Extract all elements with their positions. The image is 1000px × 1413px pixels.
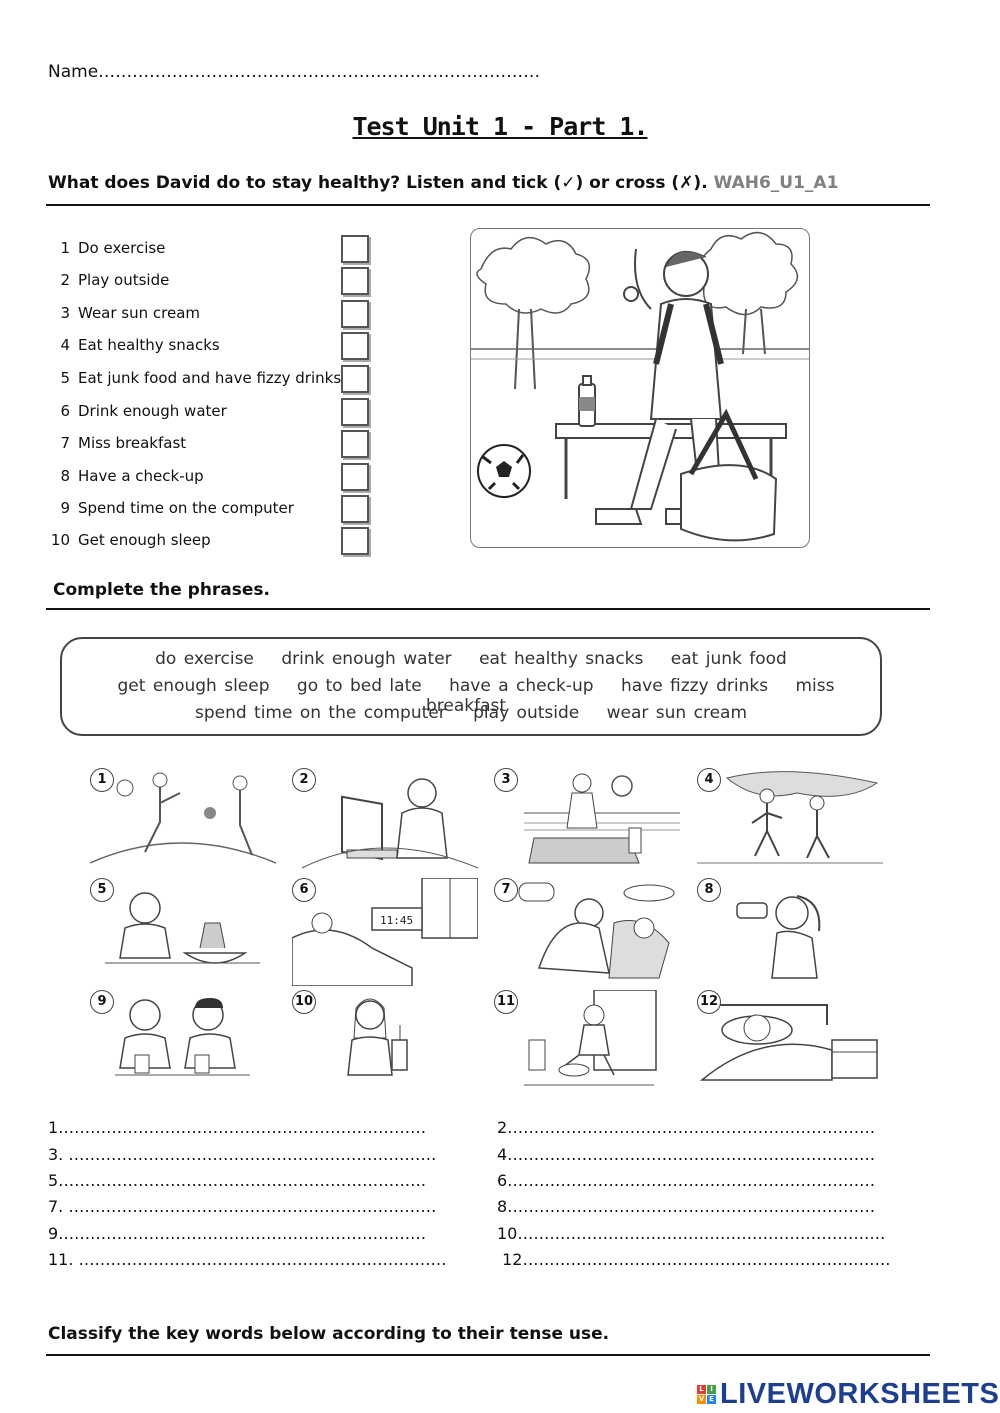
item-text: Eat junk food and have fizzy drinks [78,369,342,387]
answer-line-1[interactable]: 1…………………………………………………………… [48,1118,427,1137]
answer-line-11[interactable]: 11. …………………………………………………………… [48,1250,447,1269]
clock-text: 11:45 [380,914,414,927]
picture-1 [90,768,276,876]
word-bank-phrase: wear sun cream [606,703,748,723]
answer-line-10[interactable]: 10…………………………………………………………… [497,1224,886,1243]
answer-line-8[interactable]: 8…………………………………………………………… [497,1197,876,1216]
picture-number: 10 [292,990,316,1014]
list-item [48,271,169,289]
answer-line-5[interactable]: 5…………………………………………………………… [48,1171,427,1190]
picture-10 [292,990,478,1098]
david-illustration [470,228,810,548]
logo-text: LIVEWORKSHEETS [720,1378,1000,1410]
word-bank-phrase: have a check-up [449,676,594,696]
picture-number: 11 [494,990,518,1014]
picture-4 [697,768,883,876]
picture-12 [697,990,883,1098]
picture-5 [90,878,276,986]
tick-box-8[interactable] [341,463,369,491]
picture-number: 9 [90,990,114,1014]
picture-11 [494,990,680,1098]
section1-divider [46,204,930,206]
tick-box-10[interactable] [341,527,369,555]
answer-line-4[interactable]: 4…………………………………………………………… [497,1145,876,1164]
word-bank-phrase: spend time on the computer [194,703,446,723]
tick-box-7[interactable] [341,430,369,458]
item-number: 1 [60,239,70,257]
item-number: 4 [60,336,70,354]
page-title: Test Unit 1 - Part 1. [352,112,648,141]
word-bank-phrase: do exercise [155,649,254,669]
tick-box-6[interactable] [341,398,369,426]
item-text: Spend time on the computer [78,499,294,517]
name-line: Name…………………………………………………………………… [48,62,541,82]
picture-number: 3 [494,768,518,792]
word-bank-phrase: miss breakfast [425,676,835,716]
picture-3 [494,768,680,876]
word-bank-phrase: get enough sleep [117,676,270,696]
item-number: 3 [60,304,70,322]
picture-number: 4 [697,768,721,792]
section3-instruction: Classify the key words below according to their tense use. [48,1324,610,1344]
tick-box-1[interactable] [341,235,369,263]
item-text: Drink enough water [78,402,227,420]
picture-6 [292,878,478,986]
picture-number: 8 [697,878,721,902]
item-number: 8 [60,467,70,485]
word-bank [60,637,882,736]
word-bank-phrase: play outside [473,703,580,723]
logo-mark-letter: V [698,1395,705,1403]
section3-divider [46,1354,930,1356]
answer-line-2[interactable]: 2…………………………………………………………… [497,1118,876,1137]
word-bank-phrase: eat junk food [670,649,787,669]
item-number: 2 [60,271,70,289]
list-item [48,402,227,420]
tick-box-9[interactable] [341,495,369,523]
item-text: Play outside [78,271,170,289]
word-bank-row [62,649,880,669]
picture-8 [697,878,883,986]
item-text: Miss breakfast [78,434,187,452]
picture-2 [292,768,478,876]
list-item [48,239,165,257]
tick-box-5[interactable] [341,365,369,393]
item-text: Do exercise [78,239,166,257]
item-number: 9 [60,499,70,517]
item-number: 10 [50,531,70,549]
answer-line-3[interactable]: 3. …………………………………………………………… [48,1145,437,1164]
picture-7 [494,878,680,986]
tick-box-4[interactable] [341,332,369,360]
item-number: 6 [60,402,70,420]
logo-mark-letter: L [697,1385,706,1394]
section2-instruction: Complete the phrases. [53,580,270,600]
list-item [48,336,220,354]
section1-code: WAH6_U1_A1 [713,173,839,193]
answer-line-6[interactable]: 6…………………………………………………………… [497,1171,876,1190]
list-item [48,467,204,485]
list-item [48,434,186,452]
list-item [48,304,200,322]
picture-number: 2 [292,768,316,792]
list-item [48,499,294,517]
logo-mark-icon [697,1385,716,1404]
item-text: Get enough sleep [78,531,211,549]
picture-number: 1 [90,768,114,792]
item-number: 7 [60,434,70,452]
list-item [48,531,211,549]
section1-instruction [48,173,838,193]
word-bank-phrase: go to bed late [296,676,422,696]
item-text: Eat healthy snacks [78,336,220,354]
word-bank-phrase: have fizzy drinks [620,676,769,696]
answer-line-12[interactable]: 12…………………………………………………………… [497,1250,891,1269]
item-number: 5 [60,369,70,387]
word-bank-phrase: drink enough water [281,649,452,669]
picture-number: 7 [494,878,518,902]
picture-9 [90,990,276,1098]
tick-box-2[interactable] [341,267,369,295]
section2-divider [46,608,930,610]
section1-instruction-text: What does David do to stay healthy? Listen and tick (✓) or cross (✗). [48,173,708,193]
item-text: Have a check-up [78,467,204,485]
picture-number: 5 [90,878,114,902]
logo-mark-letter: I [707,1385,716,1394]
item-text: Wear sun cream [78,304,201,322]
answer-line-7[interactable]: 7. …………………………………………………………… [48,1197,437,1216]
picture-number: 12 [697,990,721,1014]
answer-line-9[interactable]: 9…………………………………………………………… [48,1224,427,1243]
list-item [48,369,341,387]
word-bank-row [62,703,880,723]
tick-box-3[interactable] [341,300,369,328]
word-bank-phrase: eat healthy snacks [479,649,644,669]
logo-mark-letter: E [707,1395,716,1404]
liveworksheets-logo [697,1378,999,1411]
picture-number: 6 [292,878,316,902]
